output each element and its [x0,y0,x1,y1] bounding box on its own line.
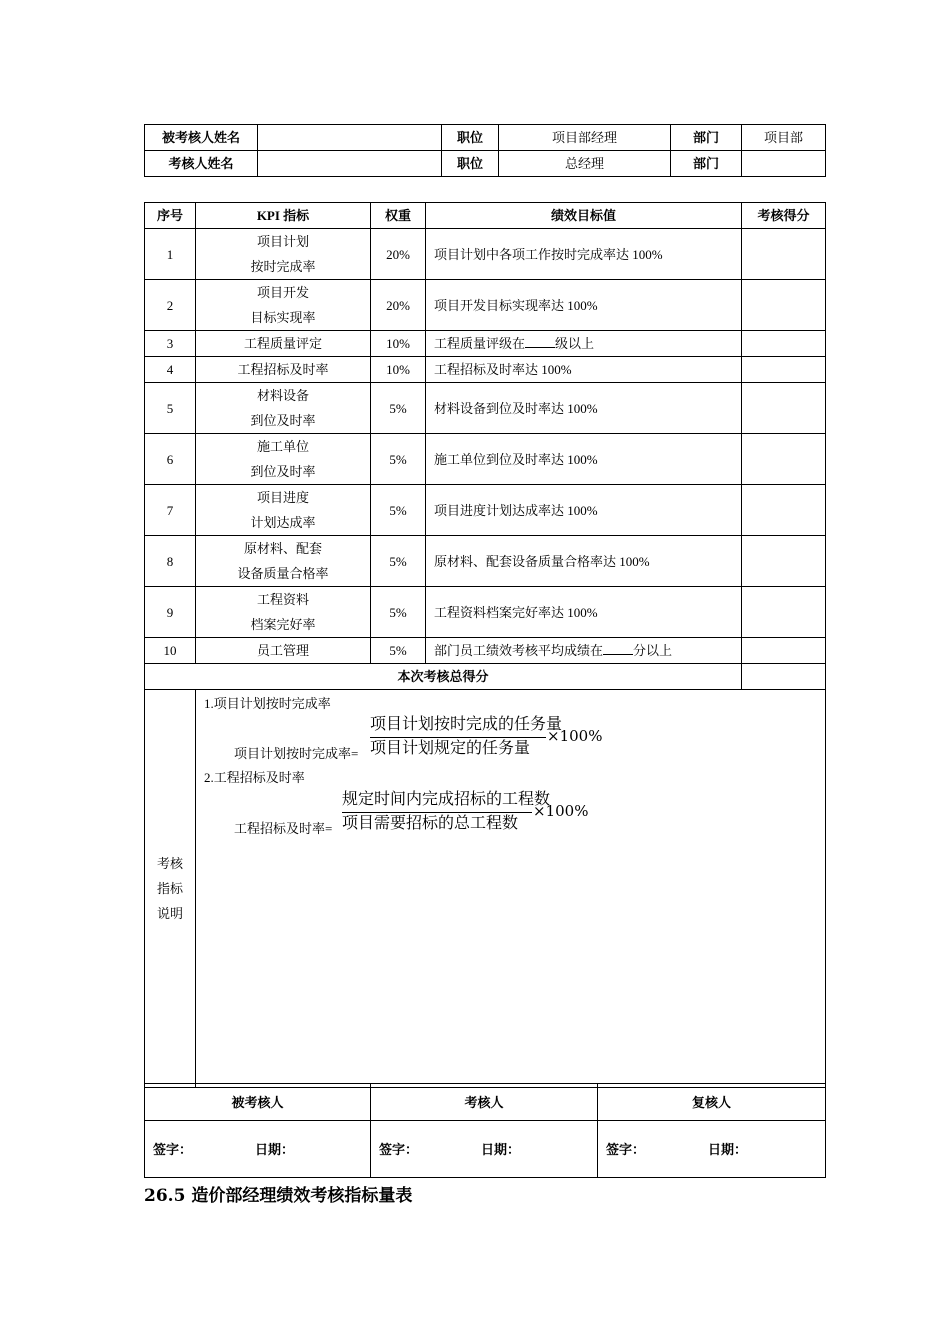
table-row [145,434,826,485]
row-no: 7 [145,485,196,536]
table-row [145,638,826,664]
total-score-label: 本次考核总得分 [145,664,742,690]
row-target: 施工单位到位及时率达 100% [426,434,742,485]
description-row [145,690,826,1088]
row-weight: 5% [371,434,426,485]
appraiser-row [145,151,826,177]
kpi-line-2: 档案完好率 [250,617,316,632]
signature-row [145,1121,826,1178]
kpi-line-1: 工程资料 [256,592,309,607]
appraisee-dept: 项目部 [742,125,826,151]
row-score[interactable] [742,587,826,638]
date-label: 日期： [708,1142,748,1157]
desc-label-2: 指标 [156,881,183,896]
row-weight: 5% [371,383,426,434]
total-score-field[interactable] [742,664,826,690]
row-no: 2 [145,280,196,331]
row-target: 材料设备到位及时率达 100% [426,383,742,434]
row-score[interactable] [742,383,826,434]
date-label: 日期： [255,1142,295,1157]
row-weight: 10% [371,331,426,357]
kpi-line-2: 设备质量合格率 [237,566,329,581]
row-target [426,331,742,357]
row-target: 项目计划中各项工作按时完成率达 100% [426,229,742,280]
target-text-a: 部门员工绩效考核平均成绩在 [434,643,604,658]
sign-label: 签字： [153,1141,193,1157]
row-weight: 20% [371,229,426,280]
sign-label: 签字： [379,1141,419,1157]
formula-1-numerator: 项目计划按时完成的任务量 [370,714,563,733]
row-target: 工程招标及时率达 100% [426,357,742,383]
appraiser-dept[interactable] [742,151,826,177]
signature-header-row [145,1084,826,1121]
kpi-line-1: 项目进度 [256,490,309,505]
row-kpi [196,434,371,485]
row-score[interactable] [742,280,826,331]
row-score[interactable] [742,357,826,383]
formula-2-denominator: 项目需要招标的总工程数 [342,813,519,832]
row-no: 6 [145,434,196,485]
kpi-header-row [145,203,826,229]
row-target: 项目开发目标实现率达 100% [426,280,742,331]
table-row [145,331,826,357]
table-row [145,357,826,383]
row-kpi: 员工管理 [196,638,371,664]
appraiser-heading: 考核人 [371,1084,598,1121]
row-no: 3 [145,331,196,357]
table-row [145,587,826,638]
formula-2-multiplier: ×100% [533,802,589,820]
kpi-line-2: 目标实现率 [250,310,316,325]
row-kpi: 工程招标及时率 [196,357,371,383]
row-no: 9 [145,587,196,638]
formula-1-denominator: 项目计划规定的任务量 [370,738,531,757]
table-row [145,536,826,587]
table-row [145,485,826,536]
row-kpi [196,229,371,280]
date-label: 日期： [481,1142,521,1157]
appraisee-sign-cell[interactable] [145,1121,371,1178]
table-row [145,280,826,331]
dept-label: 部门 [671,151,742,177]
sign-label: 签字： [606,1141,646,1157]
kpi-table [144,202,826,1088]
appraisee-name-label: 被考核人姓名 [145,125,258,151]
row-score[interactable] [742,229,826,280]
row-no: 10 [145,638,196,664]
table-row [145,383,826,434]
row-no: 8 [145,536,196,587]
kpi-line-2: 到位及时率 [250,413,316,428]
kpi-line-1: 施工单位 [256,439,309,454]
kpi-line-1: 项目计划 [256,234,309,249]
row-target: 项目进度计划达成率达 100% [426,485,742,536]
appraisee-position: 项目部经理 [499,125,671,151]
kpi-line-2: 到位及时率 [250,464,316,479]
desc-label-1: 考核 [156,856,183,871]
appraiser-position: 总经理 [499,151,671,177]
dept-label: 部门 [671,125,742,151]
appraisee-name-field[interactable] [258,125,442,151]
table-row [145,229,826,280]
fill-blank[interactable] [603,641,633,655]
row-weight: 10% [371,357,426,383]
appraiser-name-field[interactable] [258,151,442,177]
formula-2-title: 2.工程招标及时率 [204,770,305,785]
kpi-line-1: 原材料、配套 [243,541,322,556]
row-kpi [196,280,371,331]
formula-1-multiplier: ×100% [547,727,603,745]
row-target: 工程资料档案完好率达 100% [426,587,742,638]
appraiser-sign-cell[interactable] [371,1121,598,1178]
row-kpi [196,485,371,536]
formula-1-lhs: 项目计划按时完成率= [234,746,359,761]
target-text-b: 分以上 [633,643,673,658]
target-text-b: 级以上 [555,336,595,351]
fill-blank[interactable] [525,334,555,348]
kpi-line-2: 按时完成率 [250,259,316,274]
row-no: 4 [145,357,196,383]
formula-1-title: 1.项目计划按时完成率 [204,696,331,711]
kpi-line-2: 计划达成率 [250,515,316,530]
row-weight: 5% [371,638,426,664]
row-target [426,638,742,664]
total-row [145,664,826,690]
row-score[interactable] [742,485,826,536]
appraisee-heading: 被考核人 [145,1084,371,1121]
appraiser-name-label: 考核人姓名 [145,151,258,177]
header-target: 绩效目标值 [426,203,742,229]
row-score[interactable] [742,536,826,587]
header-weight: 权重 [371,203,426,229]
row-weight: 5% [371,536,426,587]
desc-label-3: 说明 [156,906,183,921]
row-no: 1 [145,229,196,280]
formula-2-lhs: 工程招标及时率= [234,821,333,836]
appraisee-row [145,125,826,151]
row-target: 原材料、配套设备质量合格率达 100% [426,536,742,587]
position-label: 职位 [442,125,499,151]
row-score[interactable] [742,331,826,357]
row-kpi [196,383,371,434]
kpi-line-1: 材料设备 [256,388,309,403]
row-no: 5 [145,383,196,434]
target-text-a: 工程质量评级在 [434,336,526,351]
row-weight: 5% [371,485,426,536]
kpi-line-1: 项目开发 [256,285,309,300]
reviewer-heading: 复核人 [598,1084,826,1121]
description-content [196,690,826,1088]
info-table [144,124,826,177]
signature-table [144,1083,826,1178]
header-kpi: KPI 指标 [196,203,371,229]
formula-2-numerator: 规定时间内完成招标的工程数 [342,789,551,808]
description-label [145,690,196,1088]
row-score[interactable] [742,638,826,664]
row-weight: 5% [371,587,426,638]
header-score: 考核得分 [742,203,826,229]
reviewer-sign-cell[interactable] [598,1121,826,1178]
section-title: 26.5 造价部经理绩效考核指标量表 [144,1186,413,1206]
header-no: 序号 [145,203,196,229]
row-weight: 20% [371,280,426,331]
row-score[interactable] [742,434,826,485]
row-kpi: 工程质量评定 [196,331,371,357]
position-label: 职位 [442,151,499,177]
row-kpi [196,536,371,587]
row-kpi [196,587,371,638]
